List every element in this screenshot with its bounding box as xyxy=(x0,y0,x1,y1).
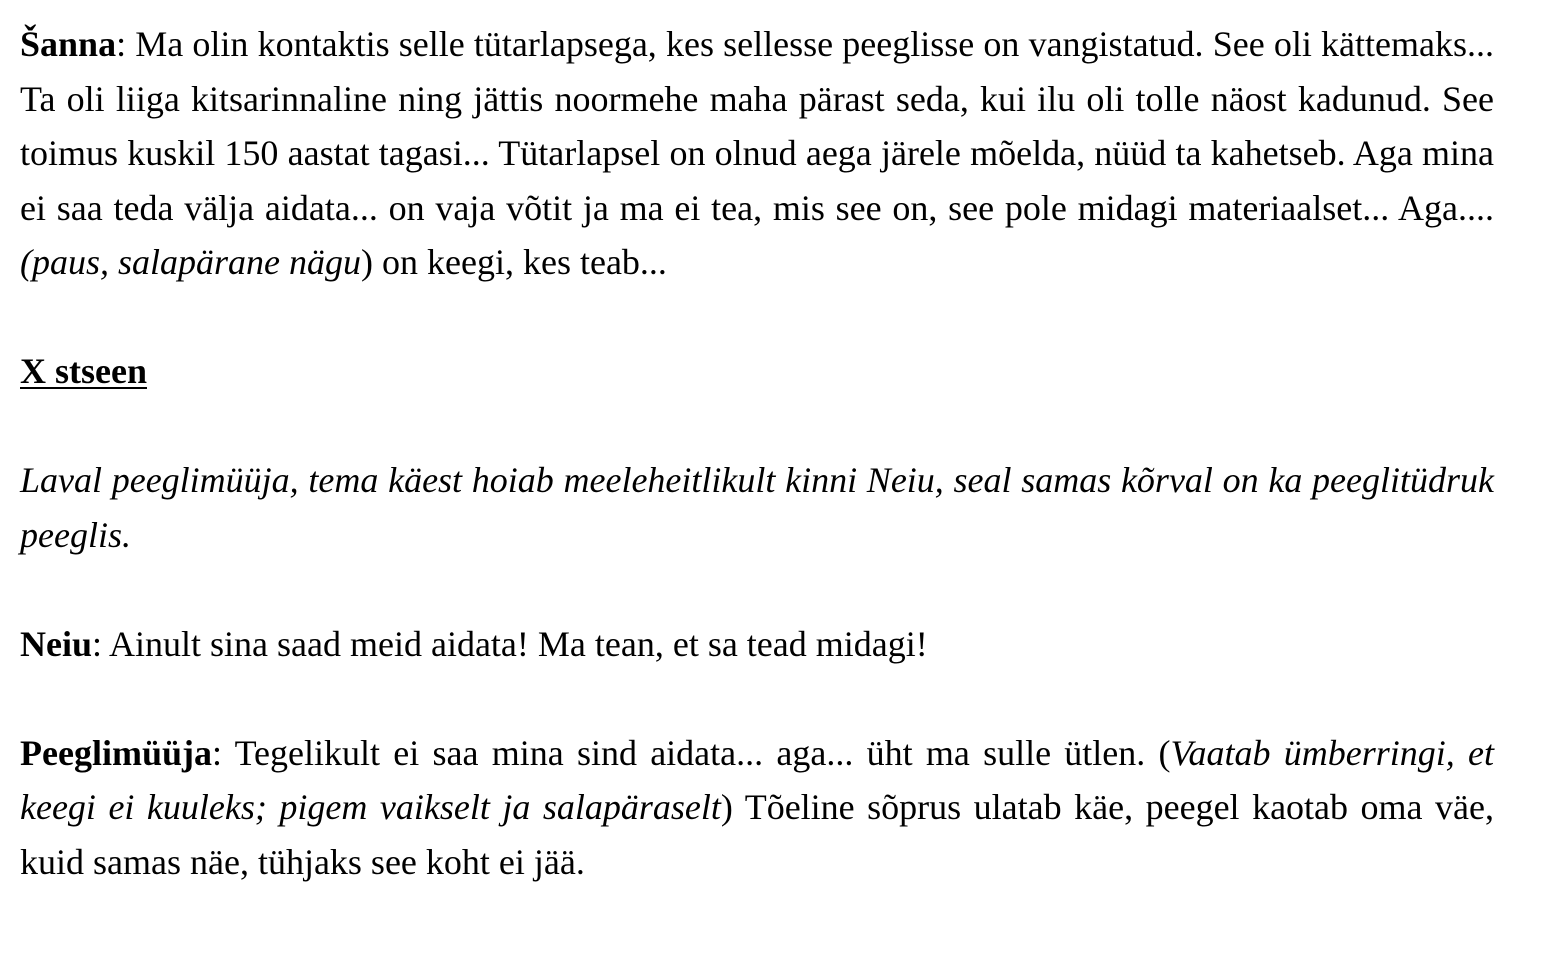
dialogue-text: : Ma olin kontaktis selle tütarlapsega, kes sellesse peeglisse on vangistatud. See oli kättemaks... Ta oli liiga kitsarinnaline ning jättis noormehe maha pärast seda, kui ilu oli tolle näost kadunud. See toimus kuskil 150 aastat tagasi... Tütarlapsel on olnud aega järele mõelda, nüüd ta kahetseb. Aga mina ei saa teda välja aidata... on vaja võtit ja ma ei tea, mis see on, see pole midagi materiaalset... Aga.... xyxy=(20,24,1494,228)
scene-direction: Laval peeglimüüja, tema käest hoiab meeleheitlikult kinni Neiu, seal samas kõrval on ka peeglitüdruk peeglis. xyxy=(20,460,1494,555)
sanna-dialogue xyxy=(20,17,1494,290)
stage-direction: Vaatab ümberringi, et keegi ei kuuleks; pigem vaikselt ja salapäraselt xyxy=(20,732,1495,827)
stage-direction-open: ( xyxy=(20,242,32,282)
stage-direction-close: ) xyxy=(361,242,374,282)
spacer xyxy=(20,671,1494,726)
spacer xyxy=(20,562,1494,617)
dialogue-text: : Ainult sina saad meid aidata! Ma tean, et sa tead midagi! xyxy=(92,623,928,664)
speaker-name: Šanna xyxy=(20,24,117,64)
spacer xyxy=(20,399,1494,454)
spacer xyxy=(20,290,1494,345)
scene-heading: X stseen xyxy=(20,351,147,391)
dialogue-text-after: on keegi, kes teab... xyxy=(373,242,667,282)
dialogue-text-after: ) Tõeline sõprus ulatab käe, peegel kaotab oma väe, kuid samas näe, tühjaks see koht ei jää. xyxy=(20,787,1494,882)
stage-direction: paus, salapärane nägu xyxy=(32,242,362,282)
neiu-dialogue xyxy=(20,617,1494,672)
document-page xyxy=(20,17,1494,889)
speaker-name: Neiu xyxy=(20,623,92,664)
dialogue-text: : Tegelikult ei saa mina sind aidata... aga... üht ma sulle ütlen. ( xyxy=(211,732,1171,773)
speaker-name: Peeglimüüja xyxy=(20,732,212,773)
peeglimuuja-dialogue xyxy=(20,726,1494,890)
